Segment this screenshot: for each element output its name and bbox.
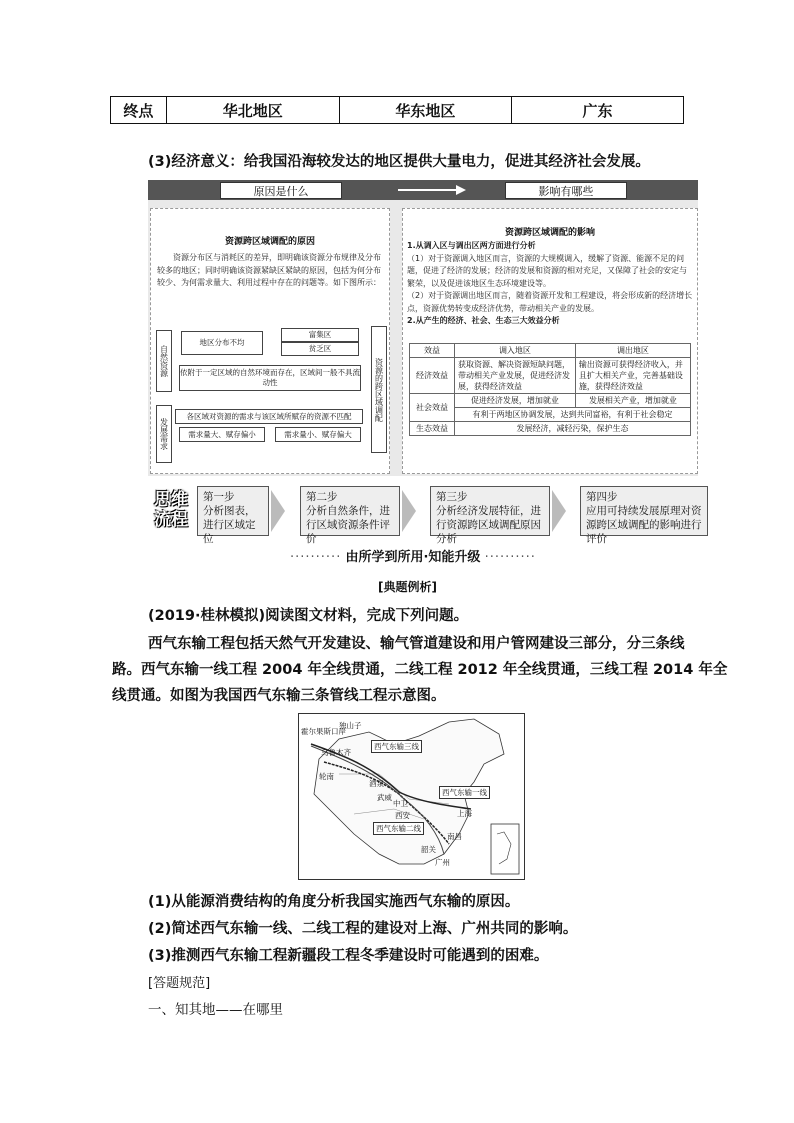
social-both: 有利于两地区协调发展，达到共同富裕，有利于社会稳定: [455, 408, 691, 422]
divider-text: 由所学到所用·知能升级: [345, 550, 481, 565]
flow-arrow-icon: [271, 490, 285, 532]
table-cell-north-china: 华北地区: [166, 97, 339, 123]
social-label: 社会效益: [410, 394, 455, 422]
label-nanchang: 南昌: [447, 832, 462, 841]
social-import: 促进经济发展，增加就业: [455, 394, 576, 408]
cross-region-transfer-label: 资源的跨区域调配: [371, 326, 387, 453]
poor-area-box: 贫乏区: [281, 342, 359, 356]
table-row: [410, 358, 691, 394]
header-import: 调入地区: [455, 344, 576, 358]
right-panel-para-1: （1）对于资源调入地区而言，资源的大规模调入，缓解了资源、能源不足的问题，促进了经济的发展；经济的发展和资源的相对充足，又保障了社会的安定与繁荣，以及促进该地区生态环境建设等。: [407, 253, 687, 288]
material-line-3: 线贯通。如图为我国西气东输三条管线工程示意图。: [112, 688, 446, 704]
econ-import: 获取资源、解决资源短缺问题，带动相关产业发展，促进经济发展，获得经济效益: [455, 358, 576, 394]
development-need-label: 发展需求: [156, 405, 172, 463]
right-panel-title: 资源跨区域调配的影响: [504, 228, 595, 238]
table-cell-east-china: 华东地区: [339, 97, 511, 123]
thinking-flow-label: 思维流程: [154, 490, 188, 530]
header-benefit: 效益: [410, 344, 455, 358]
example-heading: [典题例析]: [378, 580, 437, 594]
social-export: 发展相关产业，增加就业: [575, 394, 690, 408]
flow-step-1: [197, 486, 269, 545]
flow-step-2: [300, 486, 400, 545]
pipeline-map: [298, 713, 525, 880]
label-xian: 西安: [395, 811, 410, 820]
step-text: 分析经济发展特征，进行资源跨区域调配原因分析: [436, 505, 541, 545]
table-row: [410, 422, 691, 436]
label-jiuquan: 酒泉: [369, 779, 384, 788]
economic-meaning-text: (3)经济意义：给我国沿海较发达的地区提供大量电力，促进其经济社会发展。: [148, 154, 650, 170]
material-line-2: 路。西气东输一线工程 2004 年全线贯通，二线工程 2012 年全线贯通，三线工程 2014 年全: [112, 662, 728, 678]
table-row: [410, 394, 691, 408]
econ-label: 经济效益: [410, 358, 455, 394]
mismatch-box: 各区域对资源的需求与该区域所赋存的资源不匹配: [175, 409, 363, 424]
big-demand-box: 需求量大、赋存偏小: [179, 427, 265, 442]
label-wulumuqi: 乌鲁木齐: [321, 748, 351, 757]
step-text: 分析图表，进行区域定位: [203, 505, 256, 545]
question-source: (2019·桂林模拟)阅读图文材料，完成下列问题。: [148, 608, 469, 624]
step-text: 应用可持续发展原理对资源跨区域调配的影响进行评价: [586, 505, 702, 545]
header-export: 调出地区: [575, 344, 690, 358]
step-title: 第四步: [586, 491, 618, 503]
flow-arrow-icon: [552, 490, 566, 532]
arrow-line: [398, 189, 458, 191]
answer-heading: [答题规范]: [148, 976, 211, 991]
question-1: (1)从能源消费结构的角度分析我国实施西气东输的原因。: [148, 894, 520, 910]
route-table-endpoint-row: [110, 96, 684, 124]
tab-cause: 原因是什么: [220, 182, 342, 199]
label-dushanzi: 独山子: [339, 721, 362, 730]
flow-step-4: [580, 486, 708, 545]
label-zhongwei: 中卫: [393, 799, 408, 808]
flow-arrow-icon: [402, 490, 416, 532]
econ-export: 输出资源可获得经济收入，并且扩大相关产业，完善基础设施，获得经济效益: [575, 358, 690, 394]
right-panel-heading-1: 1.从调入区与调出区两方面进行分析: [407, 241, 536, 250]
resource-transfer-figure: [148, 180, 698, 476]
label-shanghai: 上海: [457, 809, 472, 818]
section-divider: ·········· 由所学到所用·知能升级 ··········: [290, 550, 536, 565]
distribution-uneven-box: 地区分布不均: [181, 331, 263, 355]
arrow-right-icon: [456, 185, 466, 195]
table-row: [410, 344, 691, 358]
label-lunnan: 轮南: [319, 772, 334, 781]
section-one-heading: 一、知其地——在哪里: [148, 1002, 283, 1018]
label-shaoguan: 韶关: [421, 845, 436, 854]
small-demand-box: 需求量小、赋存偏大: [275, 427, 361, 442]
question-2: (2)简述西气东输一线、二线工程的建设对上海、广州共同的影响。: [148, 921, 578, 937]
right-panel-heading-2: 2.从产生的经济、社会、生态三大效益分析: [407, 316, 560, 325]
label-line1: 西气东输一线: [439, 786, 490, 799]
right-panel-para-2: （2）对于资源调出地区而言，随着资源开发和工程建设，将会形成新的经济增长点，资源优势转变成经济优势，带动相关产业的发展。: [407, 291, 693, 313]
label-wuwei: 武威: [377, 793, 392, 802]
table-cell-label: 终点: [123, 101, 154, 120]
natural-resource-label: 自然资源: [156, 330, 172, 392]
label-line2: 西气东输二线: [373, 822, 424, 835]
step-text: 分析自然条件，进行区域资源条件评价: [306, 505, 390, 545]
left-panel-text: 资源分布区与消耗区的差异，即明确该资源分布规律及分布较多的地区；同时明确该资源紧缺区紧缺的原因，包括为何分布较少、为何需求量大、利用过程中存在的问题等。如下图所示：: [157, 253, 381, 287]
step-title: 第一步: [203, 491, 235, 503]
label-line3: 西气东输三线: [371, 740, 422, 753]
material-line-1: 西气东输工程包括天然气开发建设、输气管道建设和用户管网建设三部分，分三条线: [148, 636, 685, 652]
eco-label: 生态效益: [410, 422, 455, 436]
rich-area-box: 富集区: [281, 328, 359, 342]
table-cell-guangdong: 广东: [511, 97, 683, 123]
flow-step-3: [430, 486, 550, 545]
left-panel-title: 资源跨区域调配的原因: [224, 237, 315, 247]
china-map-outline: [299, 714, 524, 879]
left-panel: [150, 208, 390, 474]
step-title: 第三步: [436, 491, 468, 503]
right-panel: [402, 208, 698, 474]
label-guangzhou: 广州: [435, 858, 450, 867]
step-title: 第二步: [306, 491, 338, 503]
benefit-table: [409, 343, 691, 436]
environment-box: 依附于一定区域的自然环境而存在，区域间一般不具流动性: [179, 365, 361, 391]
label-huoerguosi: 霍尔果斯口岸: [301, 727, 346, 736]
question-3: (3)推测西气东输工程新疆段工程冬季建设时可能遇到的困难。: [148, 948, 549, 964]
tab-impact: 影响有哪些: [505, 182, 627, 199]
eco-both: 发展经济，减轻污染，保护生态: [455, 422, 691, 436]
